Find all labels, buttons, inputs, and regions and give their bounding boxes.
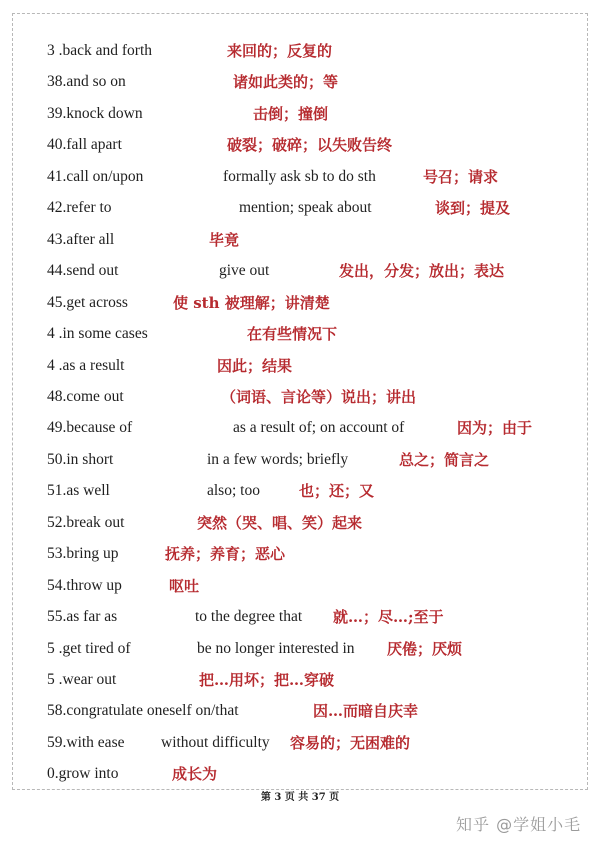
phrase-entry xyxy=(47,445,587,475)
phrase-chinese-meaning: 击倒；撞倒 xyxy=(253,104,329,123)
phrase-term: 5 .get tired of xyxy=(47,639,131,657)
document-page xyxy=(12,13,588,790)
phrase-entry xyxy=(47,319,587,349)
watermark: 知乎 @学姐小毛 xyxy=(456,815,582,834)
phrase-entry xyxy=(47,162,587,192)
phrase-chinese-meaning: （词语、言论等）说出；讲出 xyxy=(221,387,417,406)
phrase-term: 48.come out xyxy=(47,387,124,405)
phrase-term: 4 .in some cases xyxy=(47,325,148,343)
phrase-entry xyxy=(47,759,587,789)
phrase-entry xyxy=(47,696,587,726)
phrase-entry xyxy=(47,288,587,318)
phrase-entry xyxy=(47,665,587,695)
phrase-chinese-meaning: 也；还；又 xyxy=(299,482,375,501)
phrase-chinese-meaning: 使 sth 被理解；讲清楚 xyxy=(173,293,330,312)
phrase-english-definition: be no longer interested in xyxy=(197,639,355,657)
phrase-chinese-meaning: 容易的；无困难的 xyxy=(290,733,411,752)
phrase-chinese-meaning: 因为；由于 xyxy=(457,419,533,438)
phrase-entry xyxy=(47,634,587,664)
phrase-entry xyxy=(47,571,587,601)
phrase-term: 39.knock down xyxy=(47,104,143,122)
phrase-chinese-meaning: 在有些情况下 xyxy=(247,325,338,344)
phrase-chinese-meaning: 把…用坏；把…穿破 xyxy=(199,671,335,689)
phrase-chinese-meaning: 突然（哭、唱、笑）起来 xyxy=(197,513,363,532)
phrase-entry xyxy=(47,225,587,255)
phrase-entry xyxy=(47,476,587,506)
phrase-entry xyxy=(47,413,587,443)
phrase-english-definition: without difficulty xyxy=(161,733,270,751)
phrase-term: 49.because of xyxy=(47,419,133,437)
phrase-term: 41.call on/upon xyxy=(47,167,144,185)
phrase-term: 51.as well xyxy=(47,482,110,500)
phrase-entry xyxy=(47,256,587,286)
phrase-term: 42.refer to xyxy=(47,199,112,217)
phrase-chinese-meaning: 厌倦；厌烦 xyxy=(387,639,463,658)
phrase-chinese-meaning: 成长为 xyxy=(172,765,218,784)
phrase-chinese-meaning: 总之；简言之 xyxy=(399,450,490,469)
phrase-chinese-meaning: 来回的；反复的 xyxy=(227,42,333,60)
phrase-term: 38.and so on xyxy=(47,73,126,91)
page-footer: 第 3 页 共 37 页 xyxy=(260,792,340,803)
phrase-term: 43.after all xyxy=(47,230,115,248)
phrase-entry xyxy=(47,602,587,632)
phrase-term: 58.congratulate oneself on/that xyxy=(47,702,239,720)
phrase-chinese-meaning: 因此；结果 xyxy=(217,356,293,375)
phrase-chinese-meaning: 毕竟 xyxy=(209,230,240,249)
phrase-chinese-meaning: 破裂；破碎；以失败告终 xyxy=(227,136,393,155)
phrase-term: 59.with ease xyxy=(47,733,125,751)
phrase-english-definition: mention; speak about xyxy=(239,199,372,217)
phrase-term: 45.get across xyxy=(47,293,128,311)
phrase-english-definition: give out xyxy=(219,262,270,280)
phrase-entry xyxy=(47,67,587,97)
phrase-term: 3 .back and forth xyxy=(47,42,153,59)
phrase-chinese-meaning: 发出，分发；放出；表达 xyxy=(339,262,505,281)
phrase-chinese-meaning: 谈到；提及 xyxy=(435,199,511,218)
phrase-term: 4 .as a result xyxy=(47,356,125,374)
phrase-chinese-meaning: 抚养；养育；恶心 xyxy=(165,545,286,564)
phrase-entry xyxy=(47,130,587,160)
phrase-entry xyxy=(47,539,587,569)
phrase-english-definition: as a result of; on account of xyxy=(233,419,405,437)
phrase-chinese-meaning: 诸如此类的；等 xyxy=(233,73,339,92)
phrase-entry xyxy=(47,508,587,538)
phrase-term: 50.in short xyxy=(47,450,114,468)
phrase-entry xyxy=(47,728,587,758)
phrase-term: 0.grow into xyxy=(47,765,119,783)
phrase-chinese-meaning: 号召；请求 xyxy=(423,167,499,186)
phrase-term: 52.break out xyxy=(47,513,125,531)
phrase-chinese-meaning: 因…而暗自庆幸 xyxy=(313,702,419,721)
phrase-chinese-meaning: 呕吐 xyxy=(169,576,200,595)
phrase-english-definition: to the degree that xyxy=(195,608,303,626)
phrase-term: 53.bring up xyxy=(47,545,119,563)
phrase-chinese-meaning: 就…；尽…;至于 xyxy=(333,608,444,627)
phrase-term: 54.throw up xyxy=(47,576,122,594)
phrase-term: 40.fall apart xyxy=(47,136,122,154)
phrase-entry xyxy=(47,382,587,412)
phrase-entry xyxy=(47,193,587,223)
phrase-english-definition: in a few words; briefly xyxy=(207,450,349,468)
phrase-entry xyxy=(47,351,587,381)
phrase-entry xyxy=(47,36,587,66)
phrase-term: 55.as far as xyxy=(47,608,118,626)
phrase-term: 5 .wear out xyxy=(47,671,117,688)
phrase-entry xyxy=(47,99,587,129)
phrase-english-definition: formally ask sb to do sth xyxy=(223,167,376,185)
phrase-term: 44.send out xyxy=(47,262,119,280)
phrase-english-definition: also; too xyxy=(207,482,260,500)
